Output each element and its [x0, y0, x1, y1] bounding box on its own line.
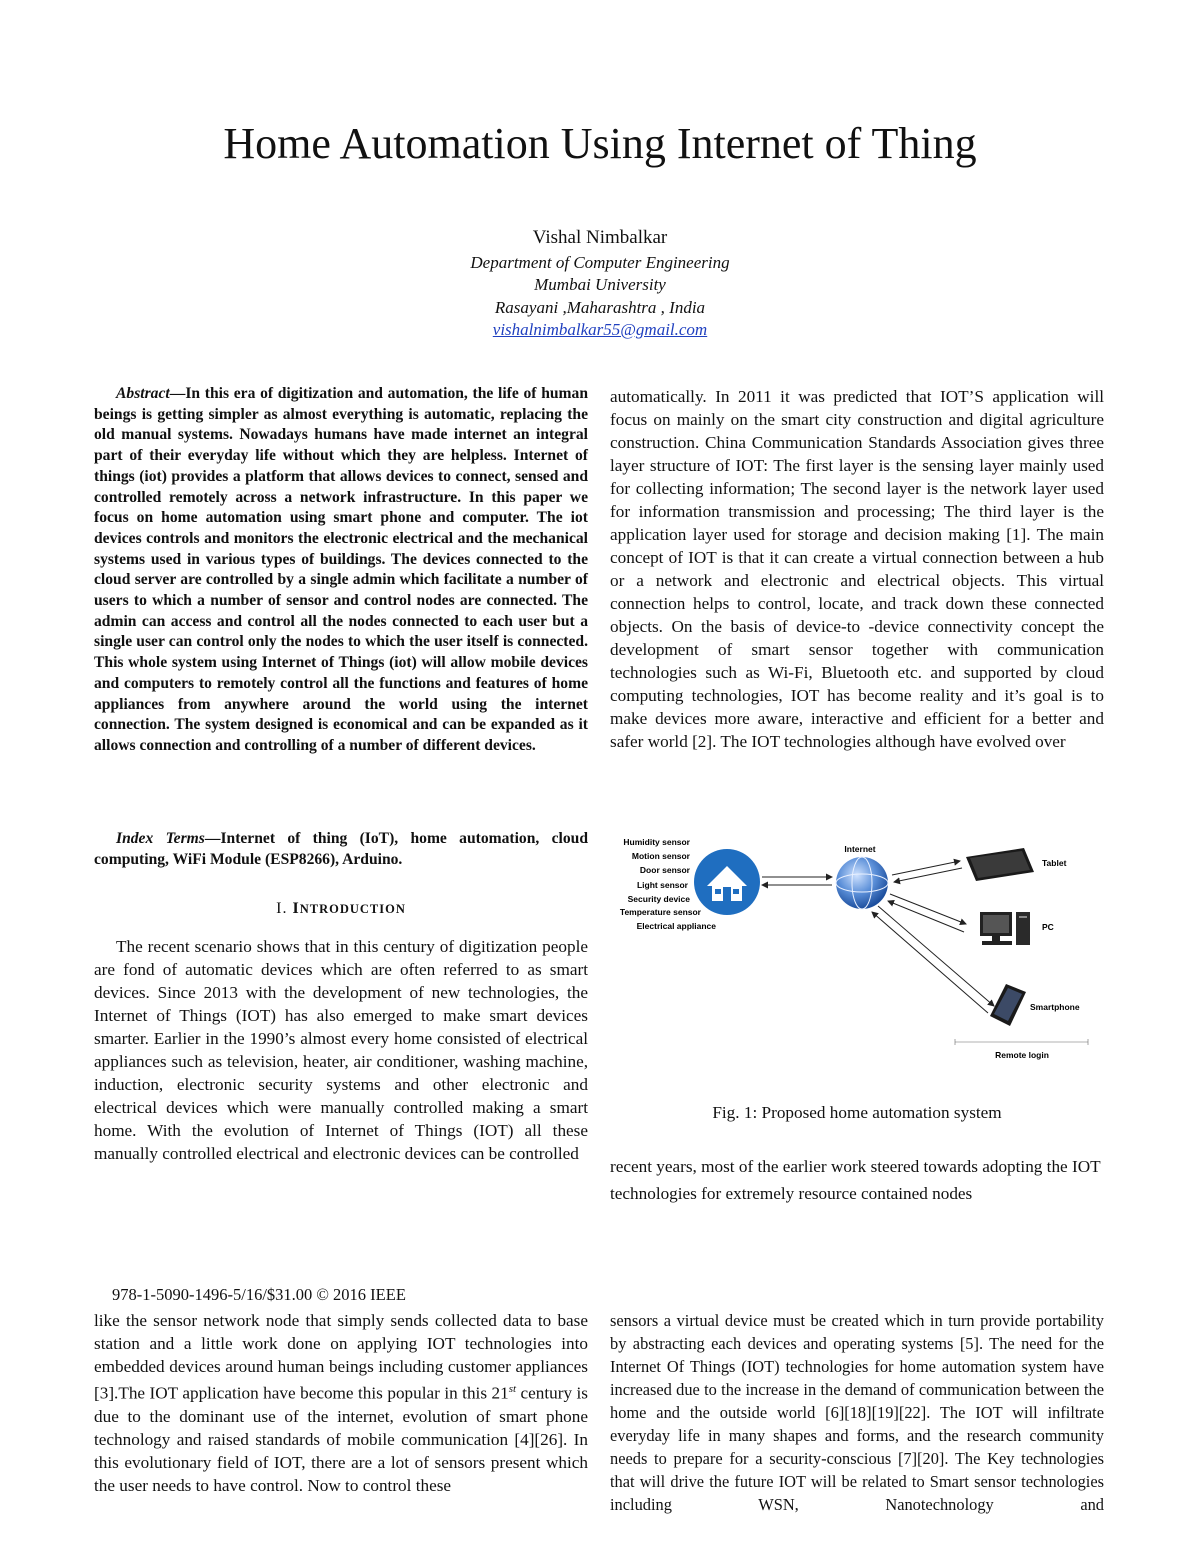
right-column-paragraph: automatically. In 2011 it was predicted that IOT’S application will focus on mainly on the smart city construction and digital agriculture construction. China Communication Standards Association gives three layer structure of IOT: The first layer is the sensing layer mainly used for collecting information; The second layer is the network layer used for information transmission and processing; The third layer is the application layer used for storage and decision making [1]. The main concept of IOT is that it can create a virtual connection between a hub or a network and electronic and electrical objects. This virtual connection helps to control, locate, and track down these connected objects. On the basis of device-to -device connectivity concept the development of smart sensor together with communication technologies such as Wi-Fi, Bluetooth etc. and supported by cloud computing technologies, IOT has become reality and it’s goal is to make devices more aware, interactive and efficient for a better and safer world [2]. The IOT technologies although have evolved over: [610, 387, 1104, 751]
tablet-icon: [966, 848, 1034, 881]
sensor-label: Light sensor: [636, 880, 688, 890]
author-university: Mumbai University: [534, 275, 666, 294]
sensor-label: Door sensor: [639, 865, 690, 875]
section-number: I.: [276, 900, 288, 917]
figure-1: [610, 828, 1104, 1078]
abstract-lead: Abstract: [116, 385, 170, 402]
sensor-label: Temperature sensor: [619, 907, 701, 917]
left-bottom-text-a: like the sensor network node that simply sends collected data to base station and a little work done on applying IOT technologies into embedded devices around human beings including customer appliances [3].The IOT application have become this popular in this 21: [94, 1311, 588, 1403]
right-bottom-paragraph: sensors a virtual device must be created which in turn provide portability by abstracting each devices and operating systems [5]. The need for the Internet Of Things (IOT) technologies for home automation system have increased due to the increase in the demand of communication between the home and the outside world [6][18][19][22]. The IOT will infiltrate everyday life in many shapes and forms, and the research community needs to prepare for a security-conscious [7][20]. The Key technologies that will drive the future IOT will be related to Smart sensor technologies including WSN, Nanotechnology and: [610, 1311, 1104, 1514]
abstract: [94, 384, 588, 757]
sensor-label: Security device: [627, 894, 690, 904]
internet-globe-icon: [836, 857, 888, 909]
author-department: Department of Computer Engineering: [470, 253, 730, 272]
left-bottom-paragraph: [94, 1309, 588, 1497]
internet-label: Internet: [844, 844, 876, 854]
section-heading-introduction: [94, 900, 588, 918]
sensor-label: Electrical appliance: [636, 921, 716, 931]
system-diagram: [610, 828, 1104, 1078]
pc-icon: [980, 912, 1030, 945]
remote-login-label: Remote login: [995, 1050, 1049, 1060]
abstract-text: —In this era of digitization and automation, the life of human beings is getting simpler as almost everything is automatic, replacing the old manual systems. Nowadays humans have made internet an integral part of their everyday life without which they are helpless. Internet of things (iot) provides a platform that allows devices to connect, sensed and controlled remotely across a network infrastructure. In this paper we focus on home automation using smart phone and computer. The iot devices controls and monitors the electronic electrical and the mechanical systems used in various types of buildings. The devices connected to the cloud server are controlled by a single admin which facilitate a number of users to which a number of sensor and control nodes are connected. The admin can access and control all the nodes connected to each user but a single user can control only the nodes to which the user itself is connected. This whole system using Internet of Things (iot) will allow mobile devices and computers to remotely control all the functions and features of home appliances from anywhere around the world using the internet connection. The system designed is economical and can be expanded as it allows connection and controlling of a number of different devices.: [94, 385, 588, 754]
superscript-st: st: [508, 1383, 517, 1395]
section-title-rest: NTRODUCTION: [299, 902, 406, 916]
device-label-smartphone: Smartphone: [1030, 1002, 1080, 1012]
copyright-footer: 978-1-5090-1496-5/16/$31.00 © 2016 IEEE: [112, 1285, 406, 1304]
sensor-label: Motion sensor: [631, 851, 690, 861]
author-location: Rasayani ,Maharashtra , India: [494, 298, 706, 317]
device-label-pc: PC: [1042, 922, 1054, 932]
index-terms-lead: Index Terms: [116, 830, 205, 847]
index-terms-text: —Internet of thing (IoT), home automation, cloud computing, WiFi Module (ESP8266), Arduino.: [94, 830, 589, 868]
sensor-label: Humidity sensor: [623, 837, 690, 847]
device-label-tablet: Tablet: [1042, 858, 1067, 868]
index-terms: [94, 828, 588, 870]
author-email-link[interactable]: vishalnimbalkar55@gmail.com: [492, 320, 708, 339]
figure-caption: Fig. 1: Proposed home automation system: [712, 1103, 1002, 1122]
paper-title: Home Automation Using Internet of Thing: [223, 119, 977, 168]
right-column-continuation: recent years, most of the earlier work steered towards adopting the IOT technologies for extremely resource contained nodes: [610, 1157, 1101, 1203]
author-name: Vishal Nimbalkar: [532, 227, 668, 248]
intro-paragraph: The recent scenario shows that in this century of digitization people are fond of automatic devices which are often referred to as smart devices. Since 2013 with the development of new technologies, the Internet of Things (IOT) has also emerged to make smart devices smarter. Earlier in the 1990’s almost every home consisted of electrical appliances such as television, heater, air conditioner, washing machine, induction, electronic security systems and other electronic and electrical devices which were manually controlled making a smart home. With the evolution of Internet of Things (IOT) all these manually controlled electrical and electronic devices can be controlled: [94, 937, 588, 1163]
smartphone-icon: [990, 984, 1026, 1026]
author-email-line: [0, 319, 1200, 341]
section-first-letter: I: [292, 900, 300, 917]
left-bottom-text-b: century is due to the dominant use of the internet, evolution of smart phone technology and raised standards of mobile communication [4][26]. In this evolutionary field of IOT, there are a lot of sensors present which the user needs to have control. Now to control these: [94, 1383, 588, 1495]
